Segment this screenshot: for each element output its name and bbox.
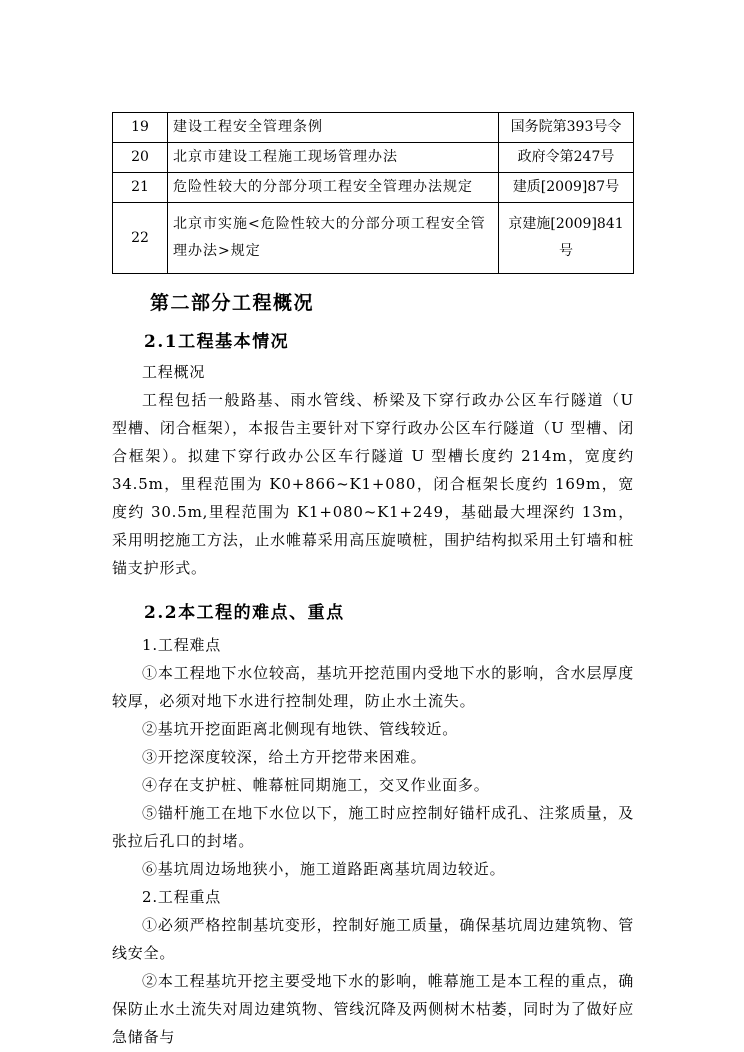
difficulties-title: 1.工程难点	[142, 636, 222, 654]
section-2-1-heading: 2.1工程基本情况	[144, 332, 290, 352]
keypoints-title: 2.工程重点	[142, 888, 222, 906]
difficulty-item: ⑥基坑周边场地狭小，施工道路距离基坑周边较近。	[142, 860, 506, 878]
difficulty-item: ④存在支护桩、帷幕桩同期施工，交叉作业面多。	[142, 776, 490, 794]
keypoint-item: ①必须严格控制基坑变形，控制好施工质量，确保基坑周边建筑物、管线安全。	[112, 916, 634, 962]
row-title: 北京市实施<危险性较大的分部分项工程安全管理办法>规定	[168, 203, 499, 274]
row-title: 危险性较大的分部分项工程安全管理办法规定	[168, 173, 499, 203]
row-title: 北京市建设工程施工现场管理办法	[168, 143, 499, 173]
part2-heading: 第二部分工程概况	[150, 292, 315, 314]
table-row	[113, 143, 634, 173]
project-overview-label: 工程概况	[142, 363, 206, 381]
difficulty-item: ⑤锚杆施工在地下水位以下，施工时应控制好锚杆成孔、注浆质量，及张拉后孔口的封堵。	[112, 804, 634, 850]
difficulty-item: ③开挖深度较深，给土方开挖带来困难。	[142, 748, 427, 766]
row-doc-number: 建质[2009]87号	[499, 173, 634, 203]
difficulty-item: ①本工程地下水位较高，基坑开挖范围内受地下水的影响，含水层厚度较厚，必须对地下水进行控制处理，防止水土流失。	[112, 664, 634, 710]
row-number: 21	[113, 173, 168, 203]
section-2-2-heading: 2.2本工程的难点、重点	[144, 603, 345, 623]
regulations-table	[112, 112, 634, 274]
row-doc-number: 国务院第393号令	[499, 113, 634, 143]
table-row	[113, 173, 634, 203]
project-overview-paragraph: 工程包括一般路基、雨水管线、桥梁及下穿行政办公区车行隧道（U 型槽、闭合框架），本报告主要针对下穿行政办公区车行隧道（U 型槽、闭合框架）。拟建下穿行政办公区车行隧道 U 型槽长度约 214m，宽度约 34.5m，里程范围为 K0+866~K1+080，闭合框架长度约 169m，宽度约 30.5m,里程范围为 K1+080~K1+249，基础最大埋深约 13m，采用明挖施工方法，止水帷幕采用高压旋喷桩，围护结构拟采用土钉墙和桩锚支护形式。	[112, 391, 634, 577]
row-doc-number: 政府令第247号	[499, 143, 634, 173]
row-title: 建设工程安全管理条例	[168, 113, 499, 143]
difficulty-item: ②基坑开挖面距离北侧现有地铁、管线较近。	[142, 720, 459, 738]
table-row	[113, 203, 634, 274]
keypoint-item: ②本工程基坑开挖主要受地下水的影响，帷幕施工是本工程的重点，确保防止水土流失对周边建筑物、管线沉降及两侧树木枯萎，同时为了做好应急储备与	[112, 972, 634, 1046]
row-number: 20	[113, 143, 168, 173]
row-number: 22	[113, 203, 168, 274]
row-number: 19	[113, 113, 168, 143]
row-doc-number: 京建施[2009]841号	[499, 203, 634, 274]
table-row	[113, 113, 634, 143]
